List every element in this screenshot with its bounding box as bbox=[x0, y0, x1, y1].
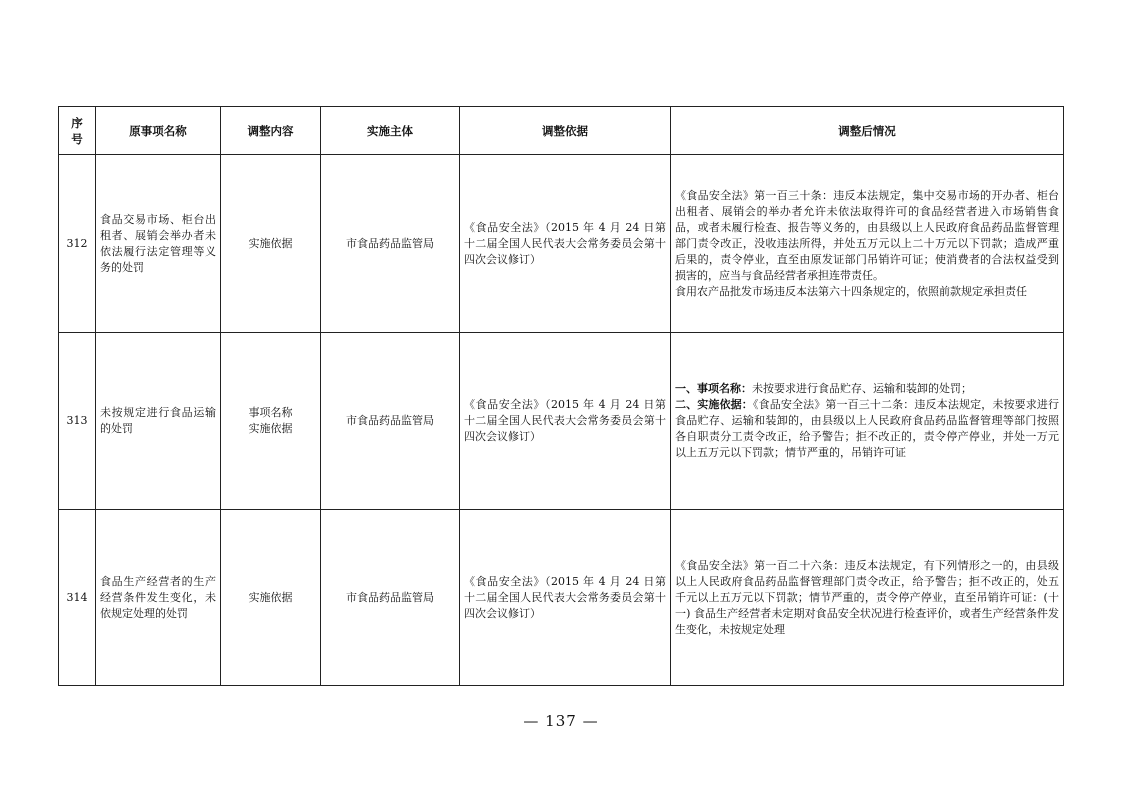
row-seq: 313 bbox=[59, 333, 96, 510]
row-subject: 市食品药品监管局 bbox=[321, 510, 460, 686]
row-name: 食品交易市场、柜台出租者、展销会举办者未依法履行法定管理等义务的处罚 bbox=[96, 155, 221, 333]
table-row bbox=[59, 155, 1064, 333]
header-subject: 实施主体 bbox=[321, 107, 460, 155]
table-row bbox=[59, 333, 1064, 510]
row-name: 未按规定进行食品运输的处罚 bbox=[96, 333, 221, 510]
row-result-item bbox=[675, 397, 1059, 461]
row-seq: 312 bbox=[59, 155, 96, 333]
row-result-paragraph: 《食品安全法》第一百二十六条：违反本法规定，有下列情形之一的，由县级以上人民政府食品药品监督管理部门责令改正，给予警告；拒不改正的，处五千元以上五万元以下罚款；情节严重的，责令停产停业，直至吊销许可证：(十一) 食品生产经营者未定期对食品安全状况进行检查评价，或者生产经营条件发生变化，未按规定处理 bbox=[675, 558, 1059, 636]
row-result-paragraph: 食用农产品批发市场违反本法第六十四条规定的，依照前款规定承担责任 bbox=[675, 284, 1027, 298]
row-result-item-text: 《食品安全法》第一百三十二条：违反本法规定，未按要求进行食品贮存、运输和装卸的，由县级以上人民政府食品药品监督管理等部门按照各自职责分工责令改正，给予警告；拒不改正的，责令停产停业，并处一万元以上五万元以下罚款；情节严重的，吊销许可证 bbox=[675, 398, 1060, 459]
row-subject: 市食品药品监管局 bbox=[321, 155, 460, 333]
row-result bbox=[671, 333, 1064, 510]
table-row bbox=[59, 510, 1064, 686]
row-content bbox=[221, 333, 321, 510]
row-basis: 《食品安全法》（2015 年 4 月 24 日第十二届全国人民代表大会常务委员会第十四次会议修订） bbox=[460, 155, 671, 333]
row-content-item: 实施依据 bbox=[248, 422, 293, 435]
row-content bbox=[221, 510, 321, 686]
row-result-item bbox=[675, 381, 1059, 397]
row-seq: 314 bbox=[59, 510, 96, 686]
row-result-item-label: 一、事项名称： bbox=[675, 382, 752, 395]
row-basis: 《食品安全法》（2015 年 4 月 24 日第十二届全国人民代表大会常务委员会第十四次会议修订） bbox=[460, 333, 671, 510]
header-result: 调整后情况 bbox=[671, 107, 1064, 155]
header-seq-char-1: 序 bbox=[71, 115, 83, 130]
row-content bbox=[221, 155, 321, 333]
row-content-item: 实施依据 bbox=[248, 236, 293, 250]
header-content: 调整内容 bbox=[221, 107, 321, 155]
header-seq bbox=[59, 107, 96, 155]
row-basis: 《食品安全法》（2015 年 4 月 24 日第十二届全国人民代表大会常务委员会第十四次会议修订） bbox=[460, 510, 671, 686]
row-result bbox=[671, 510, 1064, 686]
page-number: — 137 — bbox=[523, 712, 599, 730]
header-name: 原事项名称 bbox=[96, 107, 221, 155]
row-result-paragraph: 《食品安全法》第一百三十条：违反本法规定，集中交易市场的开办者、柜台出租者、展销会的举办者允许未依法取得许可的食品经营者进入市场销售食品，或者未履行检查、报告等义务的，由县级以上人民政府食品药品监督管理部门责令改正，没收违法所得，并处五万元以上二十万元以下罚款；造成严重后果的，责令停业，直至由原发证部门吊销许可证；使消费者的合法权益受到损害的，应当与食品经营者承担连带责任。 bbox=[675, 188, 1059, 282]
header-basis: 调整依据 bbox=[460, 107, 671, 155]
row-content-item: 实施依据 bbox=[248, 590, 293, 604]
row-result-item-label: 二、实施依据： bbox=[675, 398, 753, 411]
adjustment-table bbox=[58, 106, 1064, 686]
row-name: 食品生产经营者的生产经营条件发生变化，未依规定处理的处罚 bbox=[96, 510, 221, 686]
header-seq-char-2: 号 bbox=[71, 131, 83, 146]
table-header-row bbox=[59, 107, 1064, 155]
row-content-item: 事项名称 bbox=[248, 406, 293, 419]
row-subject: 市食品药品监管局 bbox=[321, 333, 460, 510]
row-result bbox=[671, 155, 1064, 333]
row-result-item-text: 未按要求进行食品贮存、运输和装卸的处罚； bbox=[752, 382, 972, 395]
